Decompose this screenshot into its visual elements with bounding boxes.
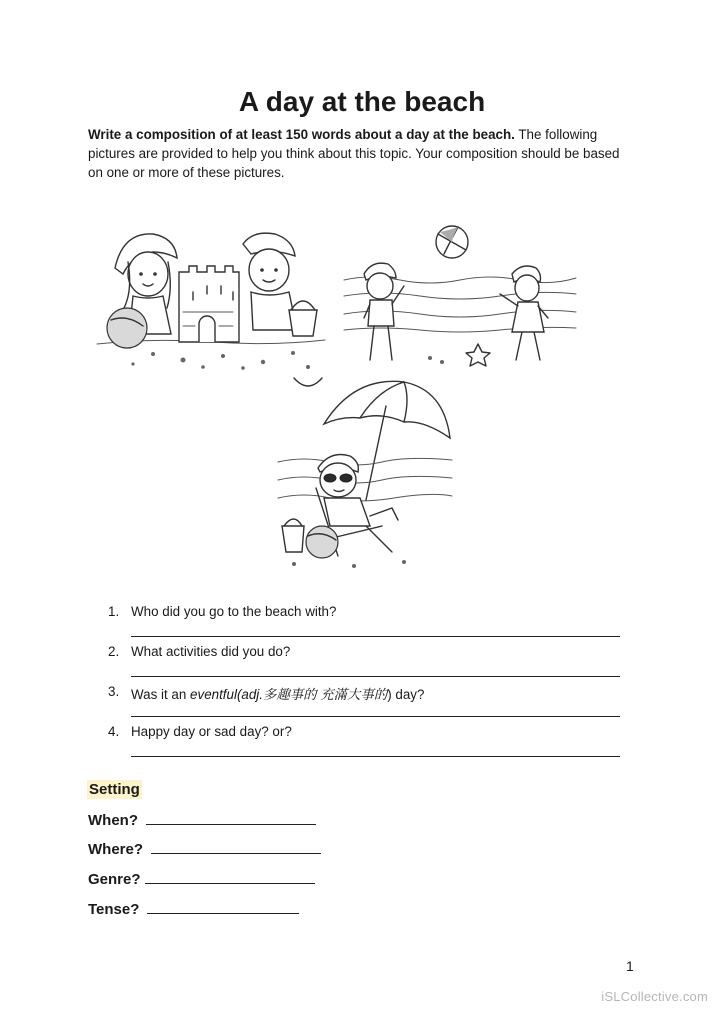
instructions xyxy=(88,125,633,182)
question-list xyxy=(108,604,620,764)
question-1 xyxy=(108,604,620,644)
question-2 xyxy=(108,644,620,684)
question-number: 4. xyxy=(108,724,120,739)
answer-line[interactable] xyxy=(131,756,620,757)
watermark: iSLCollective.com xyxy=(601,989,708,1004)
field-label: Where? xyxy=(88,841,144,858)
question-number: 2. xyxy=(108,644,120,659)
question-prefix: Was it an xyxy=(131,687,191,702)
page-number: 1 xyxy=(626,958,634,974)
answer-line[interactable] xyxy=(131,636,620,637)
field-when xyxy=(88,810,316,829)
question-4 xyxy=(108,724,620,764)
ball-game-illustration xyxy=(340,222,578,372)
field-answer-line[interactable] xyxy=(147,899,299,914)
question-italic: eventful(adj.多趣事的 充滿大事的 xyxy=(190,687,388,702)
question-suffix: ) day? xyxy=(387,687,425,702)
umbrella-illustration xyxy=(274,376,456,572)
answer-line[interactable] xyxy=(131,676,620,677)
question-number: 3. xyxy=(108,684,120,699)
field-label: Genre? xyxy=(88,871,141,888)
instructions-bold: Write a composition of at least 150 words about a day at the beach. xyxy=(88,127,515,142)
setting-heading: Setting xyxy=(89,781,140,798)
question-text: Who did you go to the beach with? xyxy=(131,604,337,619)
question-text xyxy=(131,684,424,703)
answer-line[interactable] xyxy=(131,716,620,717)
question-text: Happy day or sad day? or? xyxy=(131,724,292,739)
field-genre xyxy=(88,869,315,888)
instructions-rest: The following pictures are provided to help you think about this topic. Your composition should be based on one or more of these pictures. xyxy=(88,127,620,180)
question-number: 1. xyxy=(108,604,120,619)
question-text: What activities did you do? xyxy=(131,644,291,659)
field-label: Tense? xyxy=(88,901,140,918)
sandcastle-illustration xyxy=(93,222,329,372)
question-3 xyxy=(108,684,620,724)
field-answer-line[interactable] xyxy=(151,839,321,854)
field-label: When? xyxy=(88,812,138,829)
field-answer-line[interactable] xyxy=(146,810,316,825)
field-where xyxy=(88,839,321,858)
field-answer-line[interactable] xyxy=(145,869,315,884)
field-tense xyxy=(88,899,299,918)
page-title: A day at the beach xyxy=(238,86,486,117)
